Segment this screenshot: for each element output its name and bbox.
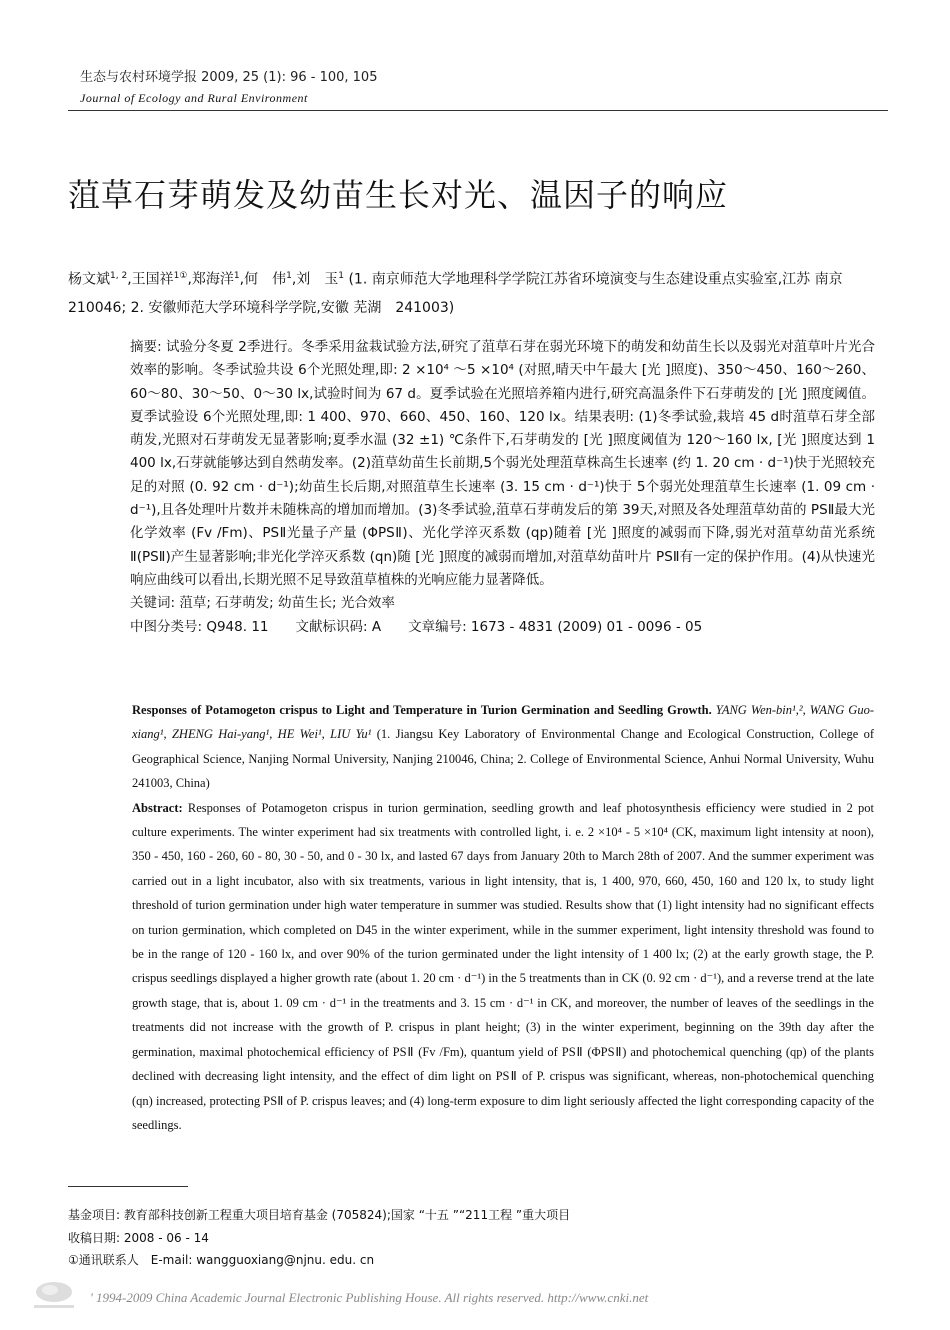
english-authors: YANG Wen-bin¹,², WANG Guo-xiang¹, ZHENG Hai-yang¹, HE Wei¹, LIU Yu¹: [132, 703, 874, 742]
english-heading: [132, 698, 874, 796]
author-sup: 1: [338, 271, 344, 281]
author-name: ,王国祥: [127, 271, 174, 288]
author-sup: 1, 2: [110, 271, 128, 281]
author-sup: 1: [286, 271, 292, 281]
author-name: ,刘 玉: [291, 271, 339, 288]
copyright-footer: ' 1994-2009 China Academic Journal Electronic Publishing House. All rights reserved. http://www.cnki.net: [90, 1290, 649, 1305]
chinese-abstract-block: [130, 336, 875, 639]
footnote-divider: [68, 1186, 188, 1187]
author-sup: 1: [233, 271, 240, 281]
english-abstract: [132, 796, 874, 1138]
chinese-abstract: 摘要: 试验分冬夏 2季进行。冬季采用盆栽试验方法,研究了菹草石芽在弱光环境下的萌发和幼苗生长以及弱光对菹草叶片光合效率的影响。冬季试验共设 6个光照处理,即: 2 ×10⁴ ～5 ×10⁴ (对照,晴天中午最大 [光 ]照度)、350～450、160～260、60～80、30～50、0～30 lx,试验时间为 67 d。夏季试验在光照培养箱内进行,研究高温条件下石芽萌发的 [光 ]照度阈值。夏季试验设 6个光照处理,即: 1 400、970、660、450、160、120 lx。结果表明: (1)冬季试验,栽培 45 d时菹草石芽全部萌发,光照对石芽萌发无显著影响;夏季水温 (32 ±1) ℃条件下,石芽萌发的 [光 ]照度阈值为 120～160 lx, [光 ]照度达到 1 400 lx,石芽就能够达到自然萌发率。(2)菹草幼苗生长前期,5个弱光处理菹草株高生长速率 (约 1. 20 cm · d⁻¹)快于光照较充足的对照 (0. 92 cm · d⁻¹);幼苗生长后期,对照菹草生长速率 (3. 15 cm · d⁻¹)快于 5个弱光处理菹草生长速率 (1. 09 cm · d⁻¹),且各处理叶片数并未随株高的增加而增加。(3)冬季试验,菹草石芽萌发后的第 39天,对照及各处理菹草幼苗的 PSⅡ最大光化学效率 (Fv /Fm)、PSⅡ光量子产量 (ΦPSⅡ)、光化学淬灭系数 (qp)随着 [光 ]照度的减弱而下降,弱光对菹草幼苗光系统 Ⅱ(PSⅡ)产生显著影响;非光化学淬灭系数 (qn)随 [光 ]照度的减弱而增加,对菹草幼苗叶片 PSⅡ有一定的保护作用。(4)从快速光响应曲线可以看出,长期光照不足导致菹草植株的光响应能力显著降低。: [130, 339, 875, 588]
author-name: ,郑海洋: [187, 271, 234, 288]
author-block: [68, 262, 898, 322]
english-title: Responses of Potamogeton crispus to Light and Temperature in Turion Germination and Seedling Growth.: [132, 703, 712, 717]
cnki-logo-icon: [28, 1278, 88, 1312]
classification: 中图分类号: Q948. 11 文献标识码: A 文章编号: 1673 - 4831 (2009) 01 - 0096 - 05: [130, 618, 703, 635]
journal-english-name: Journal of Ecology and Rural Environment: [80, 91, 308, 105]
received-date: 收稿日期: 2008 - 06 - 14: [68, 1230, 209, 1245]
author-name: ,何 伟: [239, 271, 287, 288]
journal-citation: 生态与农村环境学报 2009, 25 (1): 96 - 100, 105: [80, 70, 378, 85]
paper-title: 菹草石芽萌发及幼苗生长对光、温因子的响应: [68, 176, 729, 214]
abstract-label: Abstract:: [132, 800, 183, 815]
fund-note: 基金项目: 教育部科技创新工程重大项目培育基金 (705824);国家 “十五 ”“211工程 ”重大项目: [68, 1208, 571, 1222]
english-abstract-block: [132, 698, 874, 1137]
abstract-text: Responses of Potamogeton crispus in turion germination, seedling growth and leaf photosynthesis efficiency were studied in 2 pot culture experiments. The winter experiment had six treatments with controlled light, i. e. 2 ×10⁴ - 5 ×10⁴ (CK, maximum light intensity at noon), 350 - 450, 160 - 260, 60 - 80, 30 - 50, and 0 - 30 lx, and lasted 67 days from January 20th to March 28th of 2007. And the summer experiment was carried out in a light incubator, also with six treatments, various in light intensity, that is, 1 400, 970, 660, 450, 160 and 120 lx, to study light threshold of turion germination under high water temperature in summer was studied. Results show that (1) light intensity had no significant effects on turion germination, which completed on D45 in the winter experiment, while in the summer experiment, light intensity threshold was found to be in the range of 120 - 160 lx, and over 90% of the turion germinated under the light intensity of 1 400 lx; (2) at the early growth stage, the P. crispus seedlings displayed a higher growth rate (about 1. 20 cm · d⁻¹) in the 5 treatments than in CK (0. 92 cm · d⁻¹), and a reverse trend at the late growth stage, that is, about 1. 09 cm · d⁻¹ in the treatments and 3. 15 cm · d⁻¹ in CK, and moreover, the number of leaves of the seedlings in the treatments did not increase with the growth of P. crispus in plant height; (3) in the winter experiment, beginning on the 39th day after the germination, maximal photochemical efficiency of PSⅡ (Fv /Fm), quantum yield of PSⅡ (ΦPSⅡ) and photochemical quenching (qp) of the plants declined with decreasing light intensity, and the effect of dim light on PSⅡ of P. crispus was significant, whereas, non-photochemical quenching (qn) increased, protecting PSⅡ of P. crispus leaves; and (4) long-term exposure to dim light seriously affected the light corresponding capacity of the seedlings.: [132, 800, 875, 1132]
author-name: 杨文斌: [68, 271, 110, 288]
footnotes: [68, 1204, 570, 1272]
header-divider: [68, 110, 888, 111]
keywords: 关键词: 菹草; 石芽萌发; 幼苗生长; 光合效率: [130, 595, 395, 612]
affiliation: (1. 南京师范大学地理科学学院江苏省环境演变与生态建设重点实验室,江苏 南京 210046; 2. 安徽师范大学环境科学学院,安徽 芜湖 241003): [68, 271, 857, 316]
author-sup: 1①: [173, 271, 188, 281]
contact-note: ①通讯联系人 E-mail: wangguoxiang@njnu. edu. cn: [68, 1253, 375, 1267]
english-affiliation: (1. Jiangsu Key Laboratory of Environmental Change and Ecological Construction, College of Geographical Science, Nanjing Normal University, Nanjing 210046, China; 2. College of Environmental Science, Anhui Normal University, Wuhu 241003, China): [132, 727, 874, 791]
